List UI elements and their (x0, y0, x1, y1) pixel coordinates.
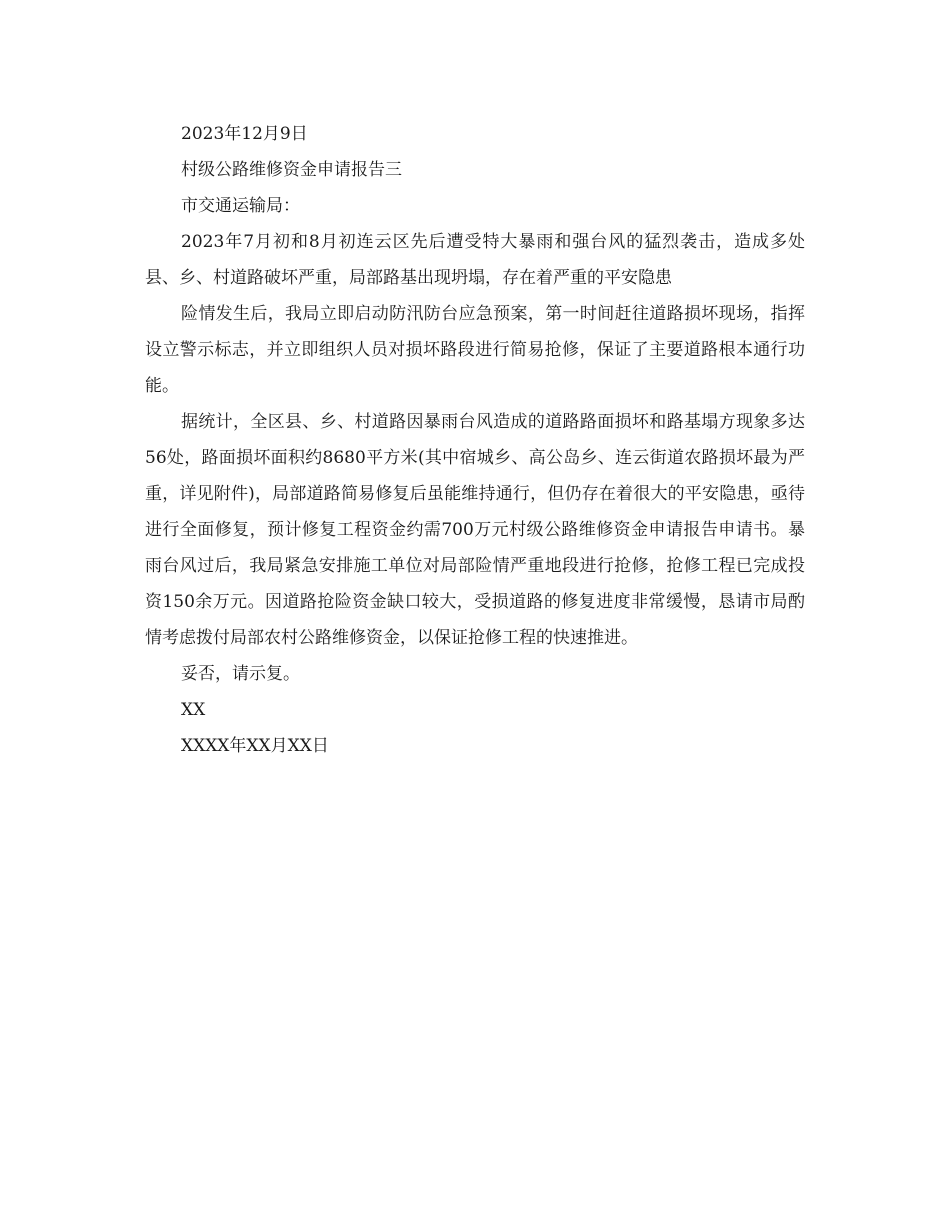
paragraph-response: 险情发生后，我局立即启动防汛防台应急预案，第一时间赶往道路损坏现场，指挥设立警示标志，并立即组织人员对损坏路段进行简易抢修，保证了主要道路根本通行功能。 (145, 304, 805, 396)
recipient: 市交通运输局： (181, 196, 300, 216)
signature-date: XXXX年XX月XX日 (181, 736, 329, 756)
paragraph-statistics: 据统计，全区县、乡、村道路因暴雨台风造成的道路路面损坏和路基塌方现象多达56处，路面损坏面积约8680平方米(其中宿城乡、高公岛乡、连云街道农路损坏最为严重，详见附件)，局部道路简易修复后虽能维持通行，但仍存在着很大的平安隐患，亟待进行全面修复，预计修复工程资金约需700万元村级公路维修资金申请报告申请书。暴雨台风过后，我局紧急安排施工单位对局部险情严重地段进行抢修，抢修工程已完成投资150余万元。因道路抢险资金缺口较大，受损道路的修复进度非常缓慢，恳请市局酌情考虑拨付局部农村公路维修资金，以保证抢修工程的快速推进。 (145, 412, 805, 648)
document-title: 村级公路维修资金申请报告三 (181, 160, 402, 180)
signature: XX (181, 700, 206, 720)
closing-request: 妥否，请示复。 (181, 664, 300, 684)
document-body (145, 116, 805, 764)
paragraph-incident: 2023年7月初和8月初连云区先后遭受特大暴雨和强台风的猛烈袭击，造成多处县、乡、村道路破坏严重，局部路基出现坍塌，存在着严重的平安隐患 (145, 232, 805, 288)
document-date: 2023年12月9日 (181, 124, 308, 144)
